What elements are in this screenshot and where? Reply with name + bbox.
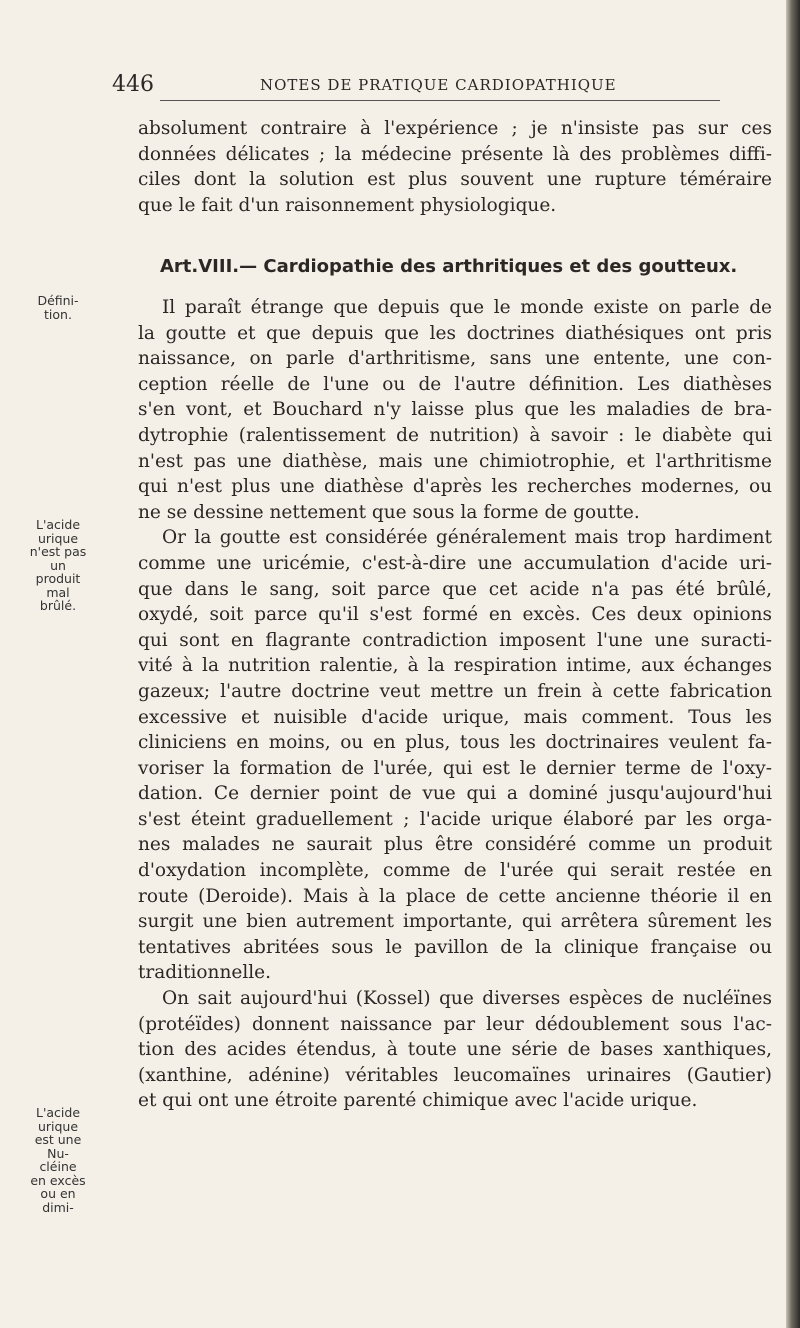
text-line: absolument contraire à l'expérience ; je n'insiste pas sur ces <box>138 118 772 139</box>
text-line: gazeux; l'autre doctrine veut mettre un frein à cette fabrication <box>138 680 772 702</box>
margin-note-line: L'acide <box>35 517 81 532</box>
text-line: Or la goutte est considérée généralement mais trop hardiment <box>162 527 772 549</box>
page-number: 446 <box>112 72 154 97</box>
margin-note-line: brûlé. <box>39 598 77 613</box>
text-line: comme une uricémie, c'est-à-dire une accumulation d'acide uri- <box>138 552 772 574</box>
text-line: dation. Ce dernier point de vue qui a dominé jusqu'aujourd'hui <box>138 783 772 805</box>
margin-note-line: ou en <box>40 1186 76 1201</box>
text-line: qui sont en flagrante contradiction imposent l'une une suracti- <box>138 629 772 651</box>
text-line: ne se dessine nettement que sous la forme de goutte. <box>138 501 640 523</box>
text-line: oxydé, soit parce qu'il s'est formé en excès. Ces deux opinions <box>138 604 772 626</box>
margin-note-uric-acid-not-burned <box>20 518 96 613</box>
margin-note-line: L'acide <box>35 1105 81 1120</box>
intro-paragraph <box>138 116 772 218</box>
running-title: NOTES DE PRATIQUE CARDIOPATHIQUE <box>260 76 617 94</box>
text-line: ception réelle de l'une ou de l'autre définition. Les diathèses <box>138 373 772 395</box>
text-line: tentatives abritées sous le pavillon de la clinique française ou <box>138 936 772 958</box>
text-line: ciles dont la solution est plus souvent une rupture téméraire <box>138 169 772 191</box>
text-line: d'oxydation incomplète, comme de l'urée qui serait restée en <box>138 860 772 882</box>
text-line: On sait aujourd'hui (Kossel) que diverses espèces de nucléïnes <box>162 988 772 1010</box>
text-line: (protéïdes) donnent naissance par leur dédoublement sous l'ac- <box>138 1013 772 1035</box>
text-line: excessive et nuisible d'acide urique, mais comment. Tous les <box>138 706 772 728</box>
margin-note-line: n'est pas <box>29 544 87 559</box>
text-line: vité à la nutrition ralentie, à la respiration intime, aux échanges <box>138 655 772 677</box>
margin-note-line: Nu- <box>47 1145 69 1161</box>
text-line: route (Deroide). Mais à la place de cette ancienne théorie il en <box>138 885 772 907</box>
text-line: naissance, on parle d'arthritisme, sans une entente, une con- <box>138 348 772 370</box>
margin-note-line: est une <box>34 1132 82 1147</box>
text-line: qui n'est plus une diathèse d'après les recherches modernes, ou <box>138 476 772 498</box>
text-line: tion des acides étendus, à toute une série de bases xanthiques, <box>138 1039 772 1061</box>
page-edge-shadow <box>786 0 800 1328</box>
text-line: s'est éteint graduellement ; l'acide urique élaboré par les orga- <box>138 808 772 830</box>
margin-note-line: Défini- <box>37 293 79 308</box>
text-line: et qui ont une étroite parenté chimique avec l'acide urique. <box>138 1090 698 1112</box>
text-line: (xanthine, adénine) véritables leucomaïnes urinaires (Gautier) <box>138 1064 772 1086</box>
margin-note-line: mal <box>46 584 70 600</box>
page-header <box>112 72 720 102</box>
margin-note-uric-acid-nuclein <box>20 1106 96 1214</box>
text-line: traditionnelle. <box>138 962 271 984</box>
margin-note-line: tion. <box>44 306 72 322</box>
text-line: Il paraît étrange que depuis que le monde existe on parle de <box>162 297 772 318</box>
text-line: n'est pas une diathèse, mais une chimiotrophie, et l'arthritisme <box>138 450 772 472</box>
text-line: la goutte et que depuis que les doctrines diathésiques ont pris <box>138 322 772 344</box>
text-line: voriser la formation de l'urée, qui est le dernier terme de l'oxy- <box>138 757 772 779</box>
margin-note-line: un <box>50 557 66 573</box>
margin-note-line: en excès <box>30 1172 86 1188</box>
margin-note-line: urique <box>37 530 79 546</box>
margin-note-definition <box>20 294 96 321</box>
header-rule <box>160 100 720 101</box>
text-line: cliniciens en moins, ou en plus, tous les doctrinaires veulent fa- <box>138 732 772 754</box>
text-line: s'en vont, et Bouchard n'y laisse plus que les maladies de bra- <box>138 399 772 421</box>
text-line: dytrophie (ralentissement de nutrition) à savoir : le diabète qui <box>138 424 772 446</box>
text-line: données délicates ; la médecine présente là des problèmes diffi- <box>138 143 772 165</box>
text-line: nes malades ne saurait plus être considéré comme un produit <box>138 834 772 856</box>
article-heading: Art.VIII.— Cardiopathie des arthritiques et des goutteux. <box>160 256 738 277</box>
margin-note-line: cléine <box>39 1159 77 1174</box>
margin-note-line: urique <box>37 1118 79 1134</box>
margin-note-line: dimi- <box>42 1199 74 1215</box>
body-text <box>138 295 772 1114</box>
text-line: que dans le sang, soit parce que cet acide n'a pas été brûlé, <box>138 578 772 600</box>
text-line: que le fait d'un raisonnement physiologique. <box>138 194 557 216</box>
text-line: surgit une bien autrement importante, qui arrêtera sûrement les <box>138 911 772 933</box>
margin-note-line: produit <box>35 571 81 586</box>
